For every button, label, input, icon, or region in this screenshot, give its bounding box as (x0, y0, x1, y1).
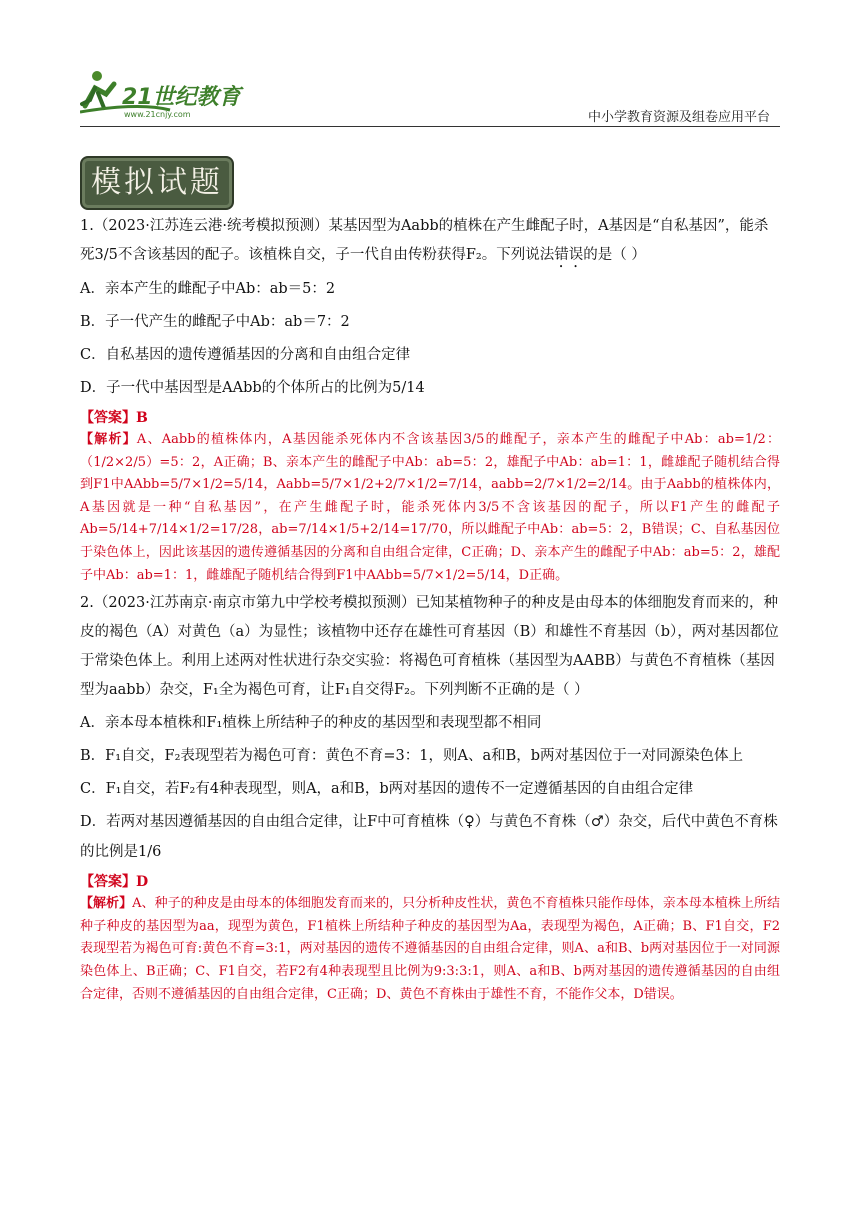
question-1-option-b: B．子一代产生的雌配子中Ab：ab＝7：2 (80, 314, 350, 330)
question-1-answer: 【答案】B (80, 410, 148, 426)
logo-21cnjy (80, 66, 250, 122)
svg-text:21世纪教育: 21世纪教育 (122, 85, 241, 110)
section-title-badge: 模拟试题 (80, 156, 234, 210)
content (80, 212, 780, 1006)
question-2-option-c: C．F₁自交，若F₂有4种表现型，则A，a和B，b两对基因的遗传不一定遵循基因的自由组合定律 (80, 781, 694, 798)
question-2-explanation: 【解析】A、种子的种皮是由母本的体细胞发育而来的，只分析种皮性状，黄色不育植株只能作母体，亲本母本植株上所结种子种皮的基因型为aa，现型为黄色，F1植株上所结种子种皮的基因型为Aa，表现型为褐色，A正确；B、F1自交，F2表现型若为褐色可育:黄色不育=3:1，两对基因的遗传不遵循基因的自由组合定律，则A、a和B、b两对基因位于一对同源染色体上、B正确；C、F1自交，若F2有4种表现型且比例为9:3:3:1，则A、a和B、b两对基因的遗传遵循基因的自由组合定律，否则不遵循基因的自由组合定律，C正确；D、黄色不育株由于雄性不育，不能作父本，D错误。 (80, 896, 780, 1002)
question-1-option-a: A．亲本产生的雌配子中Ab：ab＝5：2 (80, 281, 336, 297)
question-1-stem: 1.（2023·江苏连云港·统考模拟预测）某基因型为Aabb的植株在产生雌配子时，A基因是“自私基因”，能杀死3/5不含该基因的配子。该植株自交，子一代自由传粉获得F₂。下列说法错误的是（ ） (80, 218, 769, 263)
page-header (80, 60, 780, 128)
question-1-option-d: D．子一代中基因型是AAbb的个体所占的比例为5/14 (80, 380, 425, 396)
header-divider (80, 126, 780, 127)
question-2-option-d: D．若两对基因遵循基因的自由组合定律，让F中可育植株（♀）与黄色不育株（♂）杂交，后代中黄色不育株的比例是1/6 (80, 814, 778, 861)
question-1-option-c: C．自私基因的遗传遵循基因的分离和自由组合定律 (80, 347, 411, 363)
svg-text:www.21cnjy.com: www.21cnjy.com (124, 110, 191, 119)
question-1-explanation: 【解析】A、Aabb的植株体内，A基因能杀死体内不含该基因3/5的雌配子，亲本产生的雌配子中Ab：ab=1/2：（1/2×2/5）=5：2，A正确；B、亲本产生的雌配子中Ab：ab=5：2，雄配子中Ab：ab=1：1，雌雄配子随机结合得到F1中AAbb=5/7×1/2=5/14，Aabb=5/7×1/2+2/7×1/2=7/14，aabb=2/7×1/2=2/14。由于Aabb的植株体内，A基因就是一种“自私基因”，在产生雌配子时，能杀死体内3/5不含该基因的配子，所以F1产生的雌配子Ab=5/14+7/14×1/2=17/28，ab=7/14×1/5+2/14=17/70，所以雌配子中Ab：ab=5：2，B错误；C、自私基因位于染色体上，因此该基因的遗传遵循基因的分离和自由组合定律，C正确；D、亲本产生的雌配子中Ab：ab=5：2，雄配子中Ab：ab=1：1，雌雄配子随机结合得到F1中AAbb=5/7×1/2=5/14，D正确。 (80, 432, 780, 583)
question-2-answer: 【答案】D (80, 874, 149, 891)
question-2-option-b: B．F₁自交，F₂表现型若为褐色可育：黄色不育=3：1，则A、a和B，b两对基因位于一对同源染色体上 (80, 748, 744, 765)
platform-title: 中小学教育资源及组卷应用平台 (587, 110, 770, 125)
question-2-stem: 2.（2023·江苏南京·南京市第九中学校考模拟预测）已知某植物种子的种皮是由母本的体细胞发育而来的，种皮的褐色（A）对黄色（a）为显性；该植物中还存在雄性可育基因（B）和雄性不育基因（b），两对基因都位于常染色体上。利用上述两对性状进行杂交实验：将褐色可育植株（基因型为AABB）与黄色不育植株（基因型为aabb）杂交，F₁全为褐色可育，让F₁自交得F₂。下列判断不正确的是（ ） (80, 595, 779, 699)
question-2-option-a: A．亲本母本植株和F₁植株上所结种子的种皮的基因型和表现型都不相同 (80, 715, 542, 732)
